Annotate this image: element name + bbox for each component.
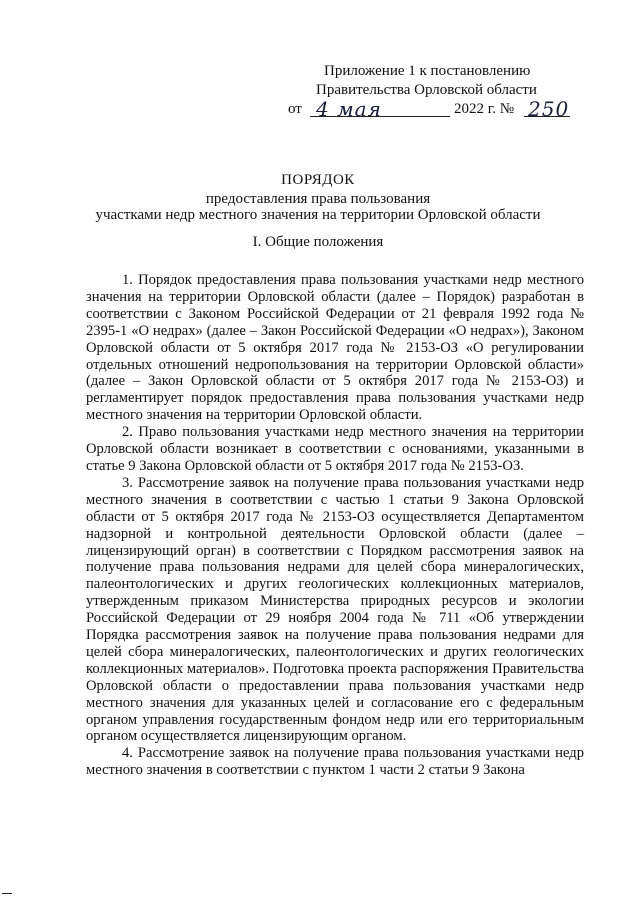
from-label: от	[288, 101, 302, 117]
handwritten-number: 250	[528, 97, 570, 121]
paragraph-4: 4. Рассмотрение заявок на получение права пользования участками недр местного значения в соответствии с пунктом 1 части 2 статьи 9 Закона	[86, 745, 584, 779]
paragraph-1: 1. Порядок предоставления права пользования участками недр местного значения на территории Орловской области (далее – Порядок) разработан в соответствии с Законом Российской Федерации от 21 февраля 1992 года № 2395-1 «О недрах» (далее – Закон Российской Федерации «О недрах»), Законом Орловской области от 5 октября 2017 года № 2153-ОЗ «О регулировании отдельных отношений недропользования на территории Орловской области» (далее – Закон Орловской области от 5 октября 2017 года № 2153-ОЗ) и регламентирует порядок предоставления права пользования участками недр местного значения на территории Орловской области.	[86, 272, 584, 424]
year-label: 2022 г. №	[454, 101, 515, 117]
date-field	[310, 97, 450, 121]
number-field	[524, 97, 570, 121]
page-edge-mark	[2, 893, 12, 894]
document-subtitle-2: участками недр местного значения на территории Орловской области	[95, 207, 541, 223]
paragraph-2: 2. Право пользования участками недр местного значения на территории Орловской области возникает в соответствии с основаниями, указанными в статье 9 Закона Орловской области от 5 октября 2017 года № 2153-ОЗ.	[86, 424, 584, 474]
annex-line-2: Правительства Орловской области	[316, 82, 537, 98]
paragraph-3: 3. Рассмотрение заявок на получение права пользования участками недр местного значения в соответствии с частью 1 статьи 9 Закона Орловской области от 5 октября 2017 года № 2153-ОЗ осуществляется Департаментом надзорной и контрольной деятельности Орловской области (далее – лицензирующий орган) в соответствии с Порядком рассмотрения заявок на получение права пользования недрами для целей сбора минералогических, палеонтологических и других геологических коллекционных материалов, утвержденным приказом Министерства природных ресурсов и экологии Российской Федерации от 29 ноября 2004 года № 711 «Об утверждении Порядка рассмотрения заявок на получение права пользования недрами для целей сбора минералогических, палеонтологических и других геологических коллекционных материалов». Подготовка проекта распоряжения Правительства Орловской области о предоставлении права пользования участками недр местного значения для указанных целей и согласование его с федеральным органом управления государственным фондом недр или его территориальным органом осуществляется лицензирующим органом.	[86, 474, 584, 745]
section-heading: I. Общие положения	[252, 234, 384, 250]
document-subtitle-1: предоставления права пользования	[205, 191, 431, 207]
annex-line-1: Приложение 1 к постановлению	[324, 63, 531, 79]
document-body	[86, 272, 584, 779]
document-heading: ПОРЯДОК	[281, 172, 355, 188]
annex-date-line	[288, 97, 580, 122]
handwritten-date: 4 мая	[316, 97, 382, 121]
